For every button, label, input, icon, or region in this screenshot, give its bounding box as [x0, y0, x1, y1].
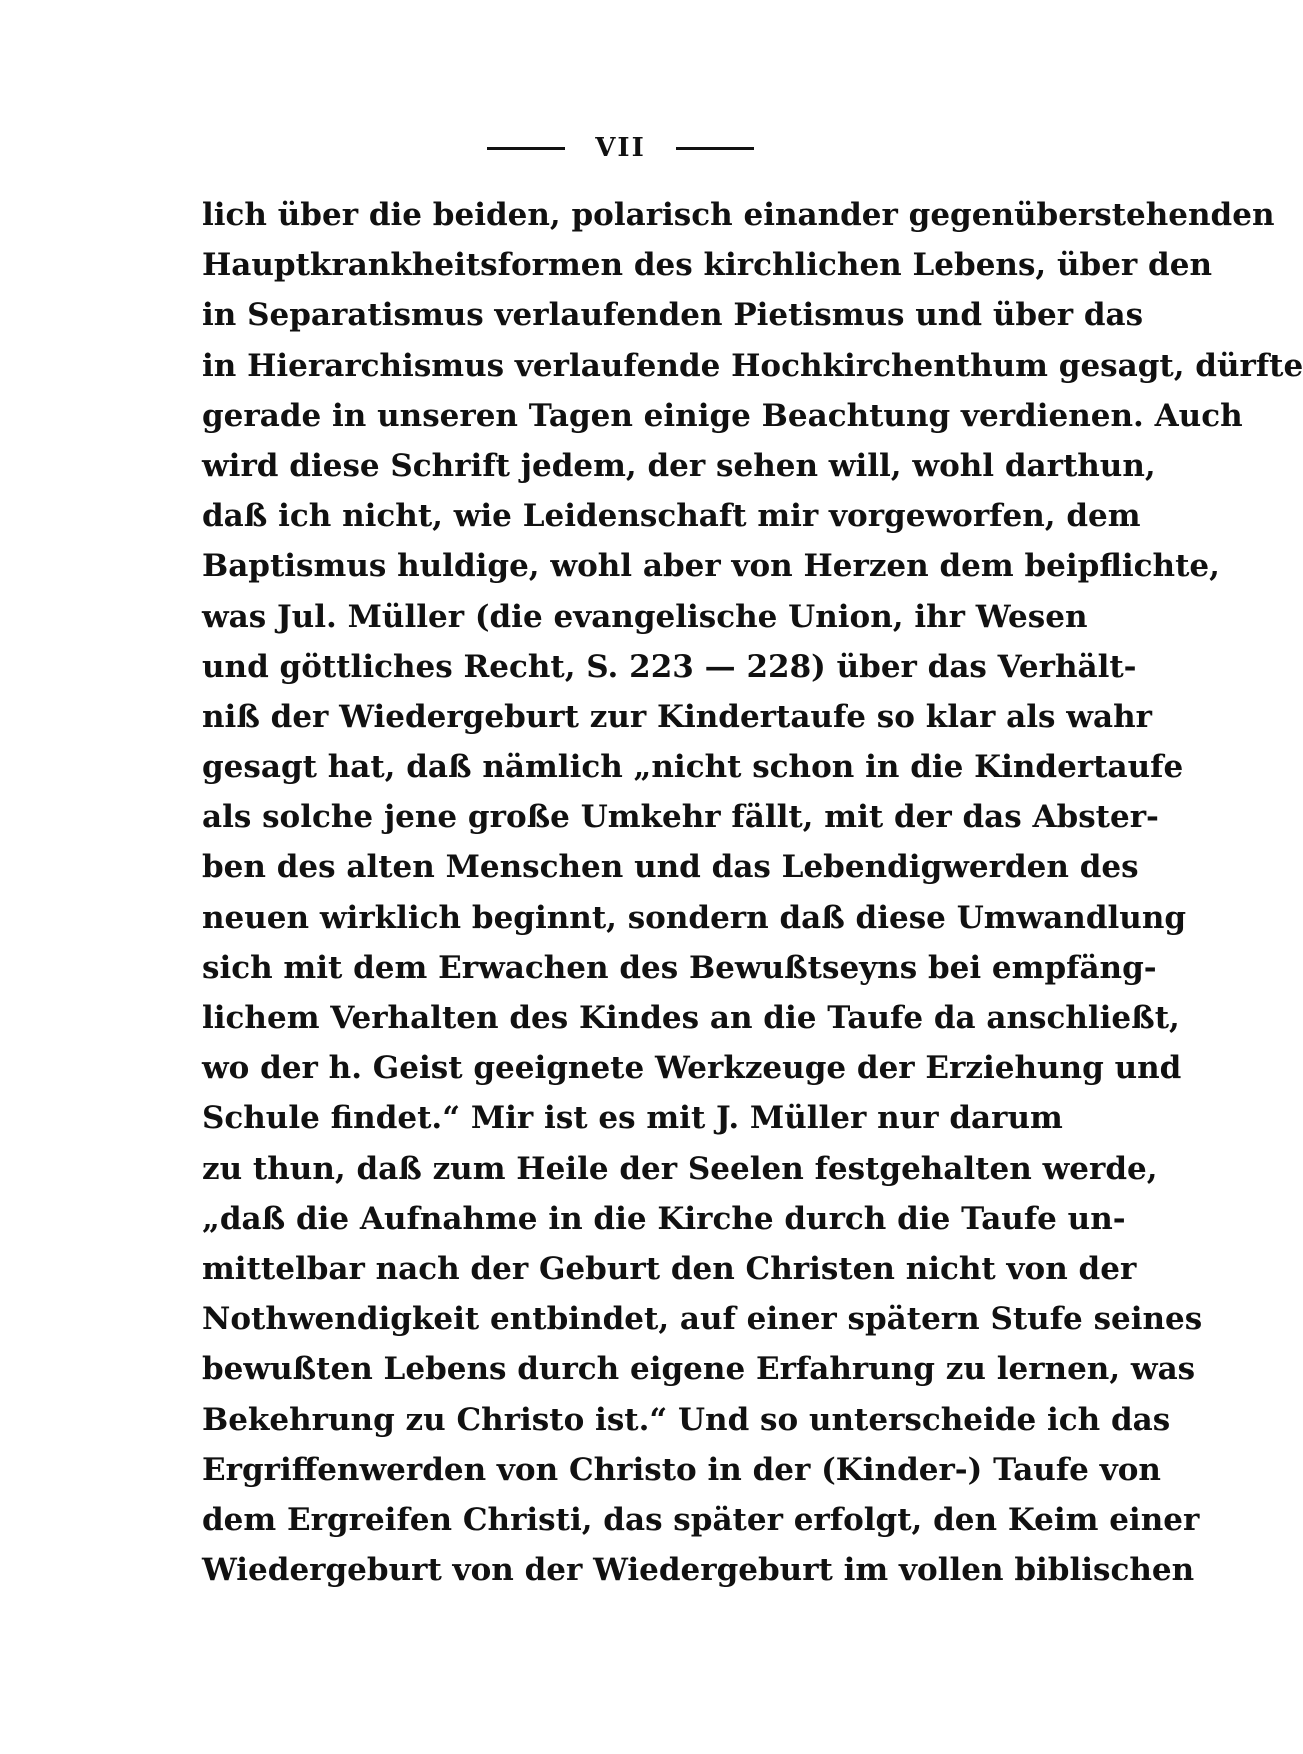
text-line: „daß die Aufnahme in die Kirche durch die Taufe un- [202, 1200, 1126, 1237]
header-rule-left [487, 147, 565, 150]
text-line: in Separatismus verlaufenden Pietismus und über das [202, 297, 1144, 334]
text-line: Bekehrung zu Christo ist.“ Und so unterscheide ich das [202, 1401, 1171, 1438]
text-line: Schule findet.“ Mir ist es mit J. Müller nur darum [202, 1100, 1063, 1137]
text-line: daß ich nicht, wie Leidenschaft mir vorgeworfen, dem [202, 498, 1141, 535]
text-line: Hauptkrankheitsformen des kirchlichen Lebens, über den [202, 247, 1212, 284]
text-line: Baptismus huldige, wohl aber von Herzen dem beipflichte, [202, 548, 1220, 585]
text-line: mittelbar nach der Geburt den Christen nicht von der [202, 1250, 1137, 1287]
text-line: ben des alten Menschen und das Lebendigwerden des [202, 849, 1139, 886]
text-line: was Jul. Müller (die evangelische Union, ihr Wesen [202, 598, 1088, 635]
text-line: lich über die beiden, polarisch einander gegenüberstehenden [202, 197, 1275, 233]
page-header [0, 128, 1241, 168]
text-line: gerade in unseren Tagen einige Beachtung verdienen. Auch [202, 397, 1243, 434]
text-line: bewußten Lebens durch eigene Erfahrung zu lernen, was [202, 1351, 1196, 1388]
text-line: Nothwendigkeit entbindet, auf einer spätern Stufe seines [202, 1301, 1203, 1338]
text-line: wo der h. Geist geeignete Werkzeuge der Erziehung und [202, 1050, 1182, 1087]
header-rule-right [676, 147, 754, 150]
text-line: zu thun, daß zum Heile der Seelen festgehalten werde, [202, 1150, 1158, 1187]
text-line: sich mit dem Erwachen des Bewußtseyns bei empfäng- [202, 949, 1157, 986]
text-line: als solche jene große Umkehr fällt, mit der das Abster- [202, 799, 1159, 836]
text-line: neuen wirklich beginnt, sondern daß diese Umwandlung [202, 899, 1187, 936]
text-line: wird diese Schrift jedem, der sehen will, wohl darthun, [202, 447, 1156, 484]
text-line: Wiedergeburt von der Wiedergeburt im vollen biblischen [202, 1552, 1195, 1589]
text-line: gesagt hat, daß nämlich „nicht schon in die Kindertaufe [202, 749, 1184, 786]
text-line: Ergriffenwerden von Christo in der (Kinder-) Taufe von [202, 1451, 1161, 1488]
text-line: dem Ergreifen Christi, das später erfolgt, den Keim einer [202, 1501, 1200, 1538]
page-number: VII [595, 133, 646, 163]
text-line: in Hierarchismus verlaufende Hochkirchenthum gesagt, dürfte [202, 347, 1303, 384]
text-line: lichem Verhalten des Kindes an die Taufe da anschließt, [202, 1000, 1180, 1036]
body-text [202, 190, 1303, 1595]
text-line: und göttliches Recht, S. 223 — 228) über das Verhält- [202, 648, 1137, 685]
text-line: niß der Wiedergeburt zur Kindertaufe so klar als wahr [202, 698, 1152, 735]
